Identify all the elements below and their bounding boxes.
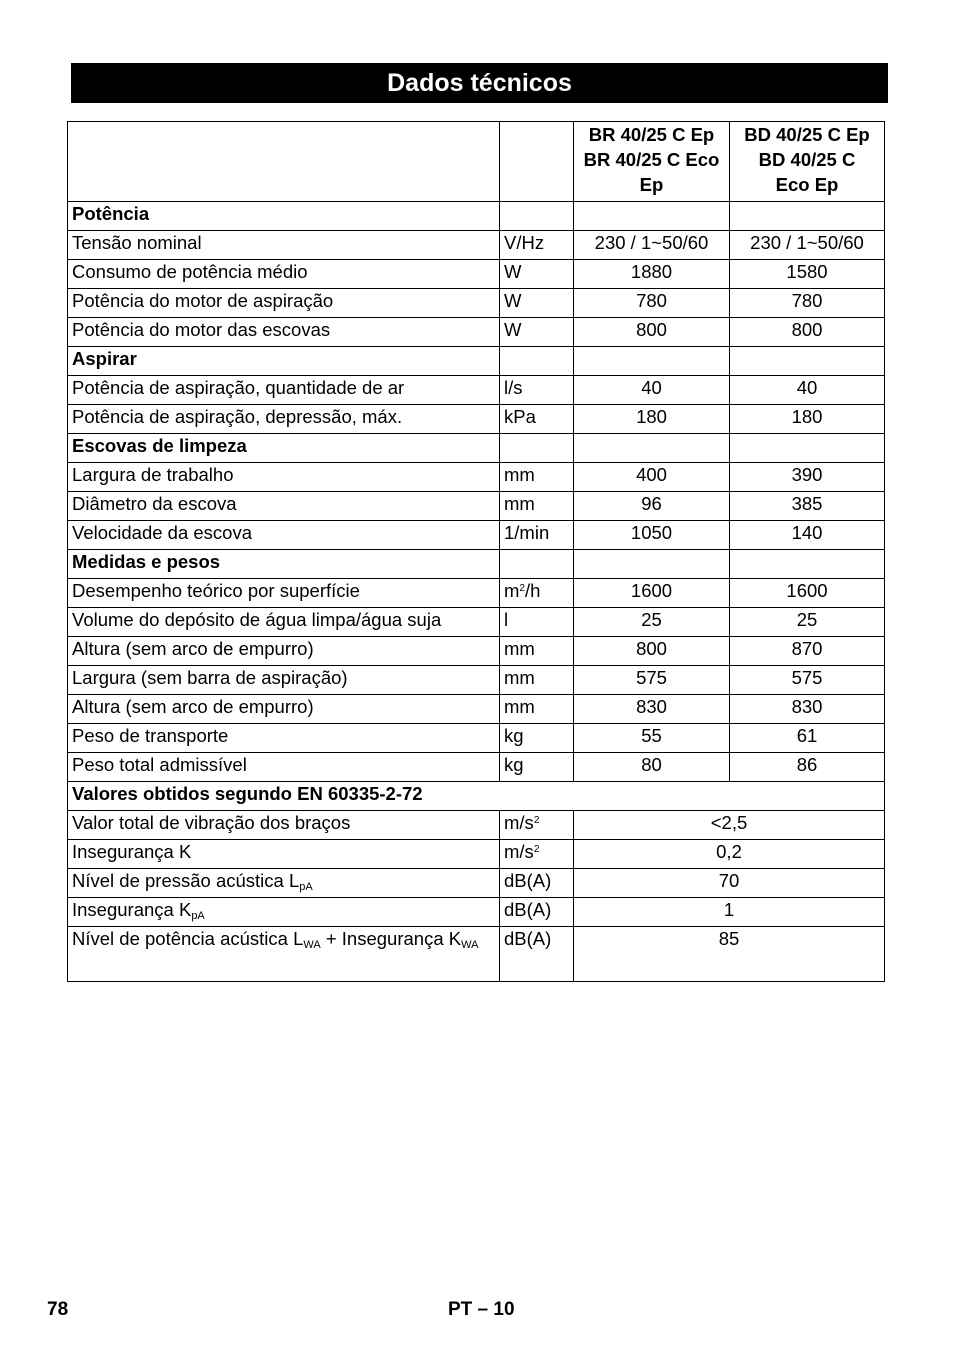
value-cell-model-1: 80 xyxy=(574,753,730,782)
unit-text: kPa xyxy=(504,406,536,427)
label-text: Largura de trabalho xyxy=(72,464,234,485)
model-2-line-1: BD 40/25 C Ep xyxy=(744,124,870,145)
unit-text: W xyxy=(504,290,522,311)
table-row xyxy=(68,927,885,982)
value-cell-model-2: 25 xyxy=(730,608,885,637)
value-cell-model-2: 780 xyxy=(730,289,885,318)
label-text: Consumo de potência médio xyxy=(72,261,308,282)
unit-cell xyxy=(500,869,574,898)
unit-cell xyxy=(500,405,574,434)
label-text: Tensão nominal xyxy=(72,232,202,253)
row-label xyxy=(68,637,500,666)
value-cell-model-1: 230 / 1~50/60 xyxy=(574,231,730,260)
value-cell-model-2: 1580 xyxy=(730,260,885,289)
unit-superscript: 2 xyxy=(533,844,540,855)
unit-cell xyxy=(500,231,574,260)
label-text: Largura (sem barra de aspiração) xyxy=(72,667,348,688)
section-title xyxy=(68,782,885,811)
label-text: Nível de pressão acústica L xyxy=(72,870,300,891)
unit-cell xyxy=(500,492,574,521)
table-row xyxy=(68,405,885,434)
row-label xyxy=(68,724,500,753)
row-label xyxy=(68,492,500,521)
label-text: Altura (sem arco de empurro) xyxy=(72,696,314,717)
unit-text: mm xyxy=(504,696,535,717)
unit-cell xyxy=(500,724,574,753)
value-cell-model-1: 800 xyxy=(574,318,730,347)
table-row xyxy=(68,753,885,782)
label-text: Altura (sem arco de empurro) xyxy=(72,638,314,659)
unit-text: 1/min xyxy=(504,522,550,543)
page-number: 78 xyxy=(47,1299,69,1320)
value-cell-model-1: 400 xyxy=(574,463,730,492)
unit-cell xyxy=(500,434,574,463)
row-label xyxy=(68,231,500,260)
value-cell-model-2 xyxy=(730,550,885,579)
unit-text: mm xyxy=(504,464,535,485)
value-cell-model-1: 1050 xyxy=(574,521,730,550)
label-text: Potência do motor das escovas xyxy=(72,319,331,340)
row-label xyxy=(68,376,500,405)
label-subscript: pA xyxy=(191,910,205,922)
unit-cell xyxy=(500,840,574,869)
unit-cell xyxy=(500,695,574,724)
value-cell-model-1 xyxy=(574,550,730,579)
label-subscript: WA xyxy=(303,939,321,951)
table-row xyxy=(68,289,885,318)
header-unit-cell xyxy=(500,122,574,202)
section-title xyxy=(68,550,500,579)
unit-text: dB(A) xyxy=(504,899,552,920)
unit-cell xyxy=(500,463,574,492)
value-cell-model-2: 230 / 1~50/60 xyxy=(730,231,885,260)
section-title-text: Valores obtidos segundo EN 60335-2-72 xyxy=(72,783,423,804)
table-row xyxy=(68,463,885,492)
unit-cell xyxy=(500,753,574,782)
value-cell-model-1: 575 xyxy=(574,666,730,695)
row-label xyxy=(68,695,500,724)
label-text: Valor total de vibração dos braços xyxy=(72,812,351,833)
label-text: Peso de transporte xyxy=(72,725,229,746)
value-cell-model-2: 61 xyxy=(730,724,885,753)
value-cell-model-1: 800 xyxy=(574,637,730,666)
table-row xyxy=(68,695,885,724)
unit-cell xyxy=(500,521,574,550)
value-cell-model-2: 385 xyxy=(730,492,885,521)
header-model-1 xyxy=(574,122,730,202)
label-text: Aspirar xyxy=(72,348,137,369)
unit-text: m/s xyxy=(504,841,534,862)
unit-cell xyxy=(500,608,574,637)
value-cell-merged: 0,2 xyxy=(574,840,885,869)
value-cell-model-2: 1600 xyxy=(730,579,885,608)
table-row xyxy=(68,521,885,550)
table-row xyxy=(68,318,885,347)
unit-cell xyxy=(500,898,574,927)
label-text: Potência de aspiração, depressão, máx. xyxy=(72,406,403,427)
label-text: Nível de potência acústica L xyxy=(72,928,304,949)
value-cell-model-2 xyxy=(730,202,885,231)
row-label xyxy=(68,405,500,434)
unit-superscript: 2 xyxy=(519,583,525,594)
unit-text: kg xyxy=(504,725,524,746)
unit-text: dB(A) xyxy=(504,870,552,891)
unit-text: m/s xyxy=(504,812,534,833)
section-title xyxy=(68,434,500,463)
model-1-line-1: BR 40/25 C Ep xyxy=(588,124,715,145)
unit-cell xyxy=(500,637,574,666)
unit-cell xyxy=(500,318,574,347)
table-row xyxy=(68,666,885,695)
value-cell-model-1: 96 xyxy=(574,492,730,521)
unit-cell xyxy=(500,811,574,840)
value-cell-merged: <2,5 xyxy=(574,811,885,840)
label-text: Volume do depósito de água limpa/água suja xyxy=(72,609,442,630)
value-cell-model-2: 140 xyxy=(730,521,885,550)
unit-text-continued: /h xyxy=(524,580,541,601)
value-cell-model-1: 180 xyxy=(574,405,730,434)
table-row xyxy=(68,724,885,753)
row-label xyxy=(68,608,500,637)
section-row xyxy=(68,434,885,463)
row-label xyxy=(68,666,500,695)
unit-text: m xyxy=(504,580,520,601)
row-label xyxy=(68,318,500,347)
model-2-line-3: Eco Ep xyxy=(775,174,839,195)
table-row xyxy=(68,608,885,637)
label-text-continued: + Insegurança K xyxy=(320,928,462,949)
unit-text: W xyxy=(504,319,522,340)
value-cell-model-1 xyxy=(574,347,730,376)
row-label xyxy=(68,869,500,898)
value-cell-model-2: 390 xyxy=(730,463,885,492)
model-1-line-2: BR 40/25 C Eco xyxy=(583,149,720,170)
label-text: Potência do motor de aspiração xyxy=(72,290,334,311)
label-text: Medidas e pesos xyxy=(72,551,221,572)
unit-text: V/Hz xyxy=(504,232,545,253)
label-text: Insegurança K xyxy=(72,841,192,862)
value-cell-model-1: 1880 xyxy=(574,260,730,289)
label-text: Insegurança K xyxy=(72,899,192,920)
unit-cell xyxy=(500,202,574,231)
unit-cell xyxy=(500,666,574,695)
label-text: Diâmetro da escova xyxy=(72,493,237,514)
unit-cell xyxy=(500,550,574,579)
row-label xyxy=(68,927,500,982)
label-text: Desempenho teórico por superfície xyxy=(72,580,360,601)
unit-cell xyxy=(500,289,574,318)
unit-text: dB(A) xyxy=(504,928,552,949)
section-row xyxy=(68,550,885,579)
value-cell-model-2: 180 xyxy=(730,405,885,434)
table-row xyxy=(68,231,885,260)
label-subscript: pA xyxy=(299,881,313,893)
table-row xyxy=(68,869,885,898)
unit-text: W xyxy=(504,261,522,282)
unit-text: l/s xyxy=(504,377,523,398)
table-row xyxy=(68,376,885,405)
value-cell-model-1 xyxy=(574,202,730,231)
header-model-2 xyxy=(730,122,885,202)
row-label xyxy=(68,260,500,289)
row-label xyxy=(68,753,500,782)
value-cell-model-2: 86 xyxy=(730,753,885,782)
table-body xyxy=(68,122,885,982)
unit-cell xyxy=(500,927,574,982)
row-label xyxy=(68,463,500,492)
unit-cell xyxy=(500,579,574,608)
label-text: Velocidade da escova xyxy=(72,522,252,543)
unit-text: mm xyxy=(504,667,535,688)
section-row xyxy=(68,782,885,811)
unit-text: l xyxy=(504,609,509,630)
table-row xyxy=(68,811,885,840)
unit-text: mm xyxy=(504,493,535,514)
label-text: Escovas de limpeza xyxy=(72,435,247,456)
section-title xyxy=(68,347,500,376)
page-title: Dados técnicos xyxy=(71,63,888,103)
section-title xyxy=(68,202,500,231)
header-label-cell xyxy=(68,122,500,202)
value-cell-merged: 85 xyxy=(574,927,885,982)
value-cell-model-1: 55 xyxy=(574,724,730,753)
table-row xyxy=(68,260,885,289)
table-row xyxy=(68,492,885,521)
row-label xyxy=(68,521,500,550)
unit-superscript: 2 xyxy=(533,815,540,826)
table-row xyxy=(68,840,885,869)
technical-data-table xyxy=(67,121,885,982)
value-cell-model-2 xyxy=(730,347,885,376)
label-subscript: WA xyxy=(461,939,479,951)
table-row xyxy=(68,637,885,666)
label-text: Potência de aspiração, quantidade de ar xyxy=(72,377,405,398)
value-cell-merged: 70 xyxy=(574,869,885,898)
value-cell-model-1: 40 xyxy=(574,376,730,405)
unit-text: kg xyxy=(504,754,524,775)
value-cell-model-2 xyxy=(730,434,885,463)
row-label xyxy=(68,289,500,318)
unit-cell xyxy=(500,347,574,376)
unit-cell xyxy=(500,260,574,289)
value-cell-model-2: 40 xyxy=(730,376,885,405)
section-row xyxy=(68,347,885,376)
row-label xyxy=(68,811,500,840)
language-page-label: PT – 10 xyxy=(448,1299,515,1320)
table-header-row xyxy=(68,122,885,202)
unit-cell xyxy=(500,376,574,405)
model-2-line-2: BD 40/25 C xyxy=(758,149,856,170)
value-cell-model-1: 780 xyxy=(574,289,730,318)
value-cell-model-2: 575 xyxy=(730,666,885,695)
value-cell-model-2: 800 xyxy=(730,318,885,347)
row-label xyxy=(68,579,500,608)
unit-text: mm xyxy=(504,638,535,659)
value-cell-model-1: 1600 xyxy=(574,579,730,608)
row-label xyxy=(68,898,500,927)
value-cell-merged: 1 xyxy=(574,898,885,927)
label-text: Potência xyxy=(72,203,150,224)
value-cell-model-1 xyxy=(574,434,730,463)
label-text: Peso total admissível xyxy=(72,754,247,775)
table-row xyxy=(68,579,885,608)
value-cell-model-1: 25 xyxy=(574,608,730,637)
row-label xyxy=(68,840,500,869)
value-cell-model-2: 870 xyxy=(730,637,885,666)
table-row xyxy=(68,898,885,927)
value-cell-model-2: 830 xyxy=(730,695,885,724)
section-row xyxy=(68,202,885,231)
value-cell-model-1: 830 xyxy=(574,695,730,724)
model-1-line-3: Ep xyxy=(639,174,664,195)
